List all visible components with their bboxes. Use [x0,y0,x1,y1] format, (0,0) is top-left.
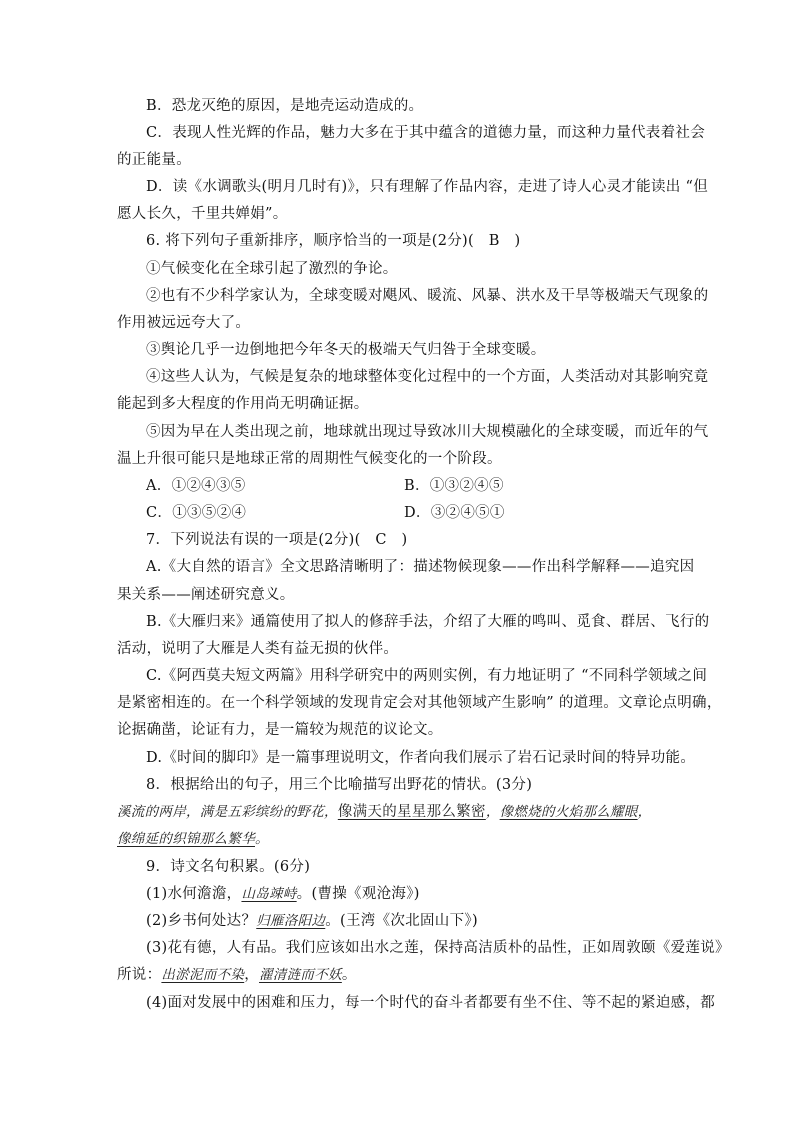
q9-item-3-end: 。 [341,967,357,983]
q5-option-c-line2: 的正能量。 [117,152,191,168]
q9-item-3-answer-2: 濯清涟而不妖 [259,967,342,983]
q7-option-a-line2: 果关系——阐述研究意义。 [117,587,295,603]
q9-item-3-line2 [0,965,794,985]
q6-sentence-1: ①气候变化在全球引起了激烈的争论。 [146,261,398,277]
q8-answer-separator: ， [485,804,500,820]
q6-stem: 6. 将下列句子重新排序，顺序恰当的一项是(2分)( B ) [146,233,521,249]
q5-option-c-line1: C．表现人性光辉的作品，魅力大多在于其中蕴含的道德力量，而这种力量代表着社会 [146,125,705,141]
q9-item-3-line1: (3)花有德，人有品。我们应该如出水之莲，保持高洁质朴的品性，正如周敦颐《爱莲说》 [146,940,730,956]
q9-item-1 [0,884,794,904]
q7-option-c-line2: 是紧密相连的。在一个科学领域的发现肯定会对其他领域产生影响” 的道理。文章论点明确， [117,695,722,711]
q8-stem: 8．根据给出的句子，用三个比喻描写出野花的情状。(3分) [146,777,533,793]
q5-option-d-line2: 愿人长久，千里共婵娟”。 [117,206,288,222]
q6-sentence-5-line2: 温上升很可能只是地球正常的周期性气候变化的一个阶段。 [117,451,502,467]
q7-option-b-line2: 活动，说明了大雁是人类有益无损的伙伴。 [117,641,399,657]
q9-item-3-answer-1: 出淤泥而不染 [161,967,245,983]
q9-item-2-source: 。(王湾《次北固山下》) [325,913,478,929]
q6-option-c: C．①③⑤②④ [146,505,247,521]
q8-answer-line1 [0,802,794,822]
q7-option-d: D.《时间的脚印》是一篇事理说明文，作者向我们展示了岩石记录时间的特异功能。 [146,750,696,766]
q9-item-4-line1: (4)面对发展中的困难和压力，每一个时代的奋斗者都要有坐不住、等不起的紧迫感，都 [146,995,716,1011]
q6-sentence-3: ③舆论几乎一边倒地把今年冬天的极端天气归咎于全球变暖。 [146,342,546,358]
q8-answer-metaphor-1: 像满天的星星那么繁密 [337,804,486,820]
q7-option-c-line1: C.《阿西莫夫短文两篇》用科学研究中的两则实例，有力地证明了 “不同科学领域之间 [146,668,708,684]
q6-sentence-5-line1: ⑤因为早在人类出现之前，地球就出现过导致冰川大规模融化的全球变暖，而近年的气 [146,424,709,440]
q7-option-a-line1: A.《大自然的语言》全文思路清晰明了：描述物候现象——作出科学解释——追究因 [146,559,695,575]
q9-item-3-prompt: 所说： [117,967,162,983]
q6-option-d: D．③②④⑤① [404,505,505,521]
q7-option-c-line3: 论据确凿，论证有力，是一篇较为规范的议论文。 [117,722,443,738]
q6-sentence-2-line1: ②也有不少科学家认为，全球变暖对飓风、暖流、风暴、洪水及干旱等极端天气现象的 [146,288,709,304]
q7-stem: 7．下列说法有误的一项是(2分)( C ) [146,532,408,548]
q8-answer-prefix: 溪流的两岸，满是五彩缤纷的野花， [117,804,338,820]
q9-item-1-answer: 山岛竦峙 [241,886,297,902]
q8-answer-metaphor-2: 像燃烧的火焰那么耀眼 [499,804,638,820]
q7-option-b-line1: B.《大雁归来》通篇使用了拟人的修辞手法，介绍了大雁的鸣叫、觅食、群居、飞行的 [146,614,710,630]
q6-sentence-4-line2: 能起到多大程度的作用尚无明确证据。 [117,396,369,412]
q9-item-2-prompt: (2)乡书何处达？ [146,913,257,929]
q8-answer-line2 [0,829,794,849]
q9-item-1-source: 。(曹操《观沧海》) [296,886,420,902]
q6-option-b: B．①③②④⑤ [404,478,504,494]
q5-option-d-line1: D．读《水调歌头(明月几时有)》，只有理解了作品内容，走进了诗人心灵才能读出 “但 [146,179,709,195]
q9-stem: 9．诗文名句积累。(6分) [146,859,311,875]
q9-item-1-prompt: (1)水何澹澹， [146,886,242,902]
q5-option-b: B．恐龙灭绝的原因，是地壳运动造成的。 [146,98,424,114]
q6-sentence-4-line1: ④这些人认为，气候是复杂的地球整体变化过程中的一个方面，人类活动对其影响究竟 [146,369,709,385]
q9-item-2 [0,911,794,931]
q6-option-a: A．①②④③⑤ [146,478,246,494]
q9-item-3-separator: ， [244,967,260,983]
q9-item-2-answer: 归雁洛阳边 [256,913,326,929]
q8-answer-end: 。 [255,831,269,847]
q8-answer-metaphor-3: 像绵延的织锦那么繁华 [117,831,255,847]
q8-answer-comma: ， [637,804,652,820]
q6-sentence-2-line2: 作用被远远夸大了。 [117,315,251,331]
